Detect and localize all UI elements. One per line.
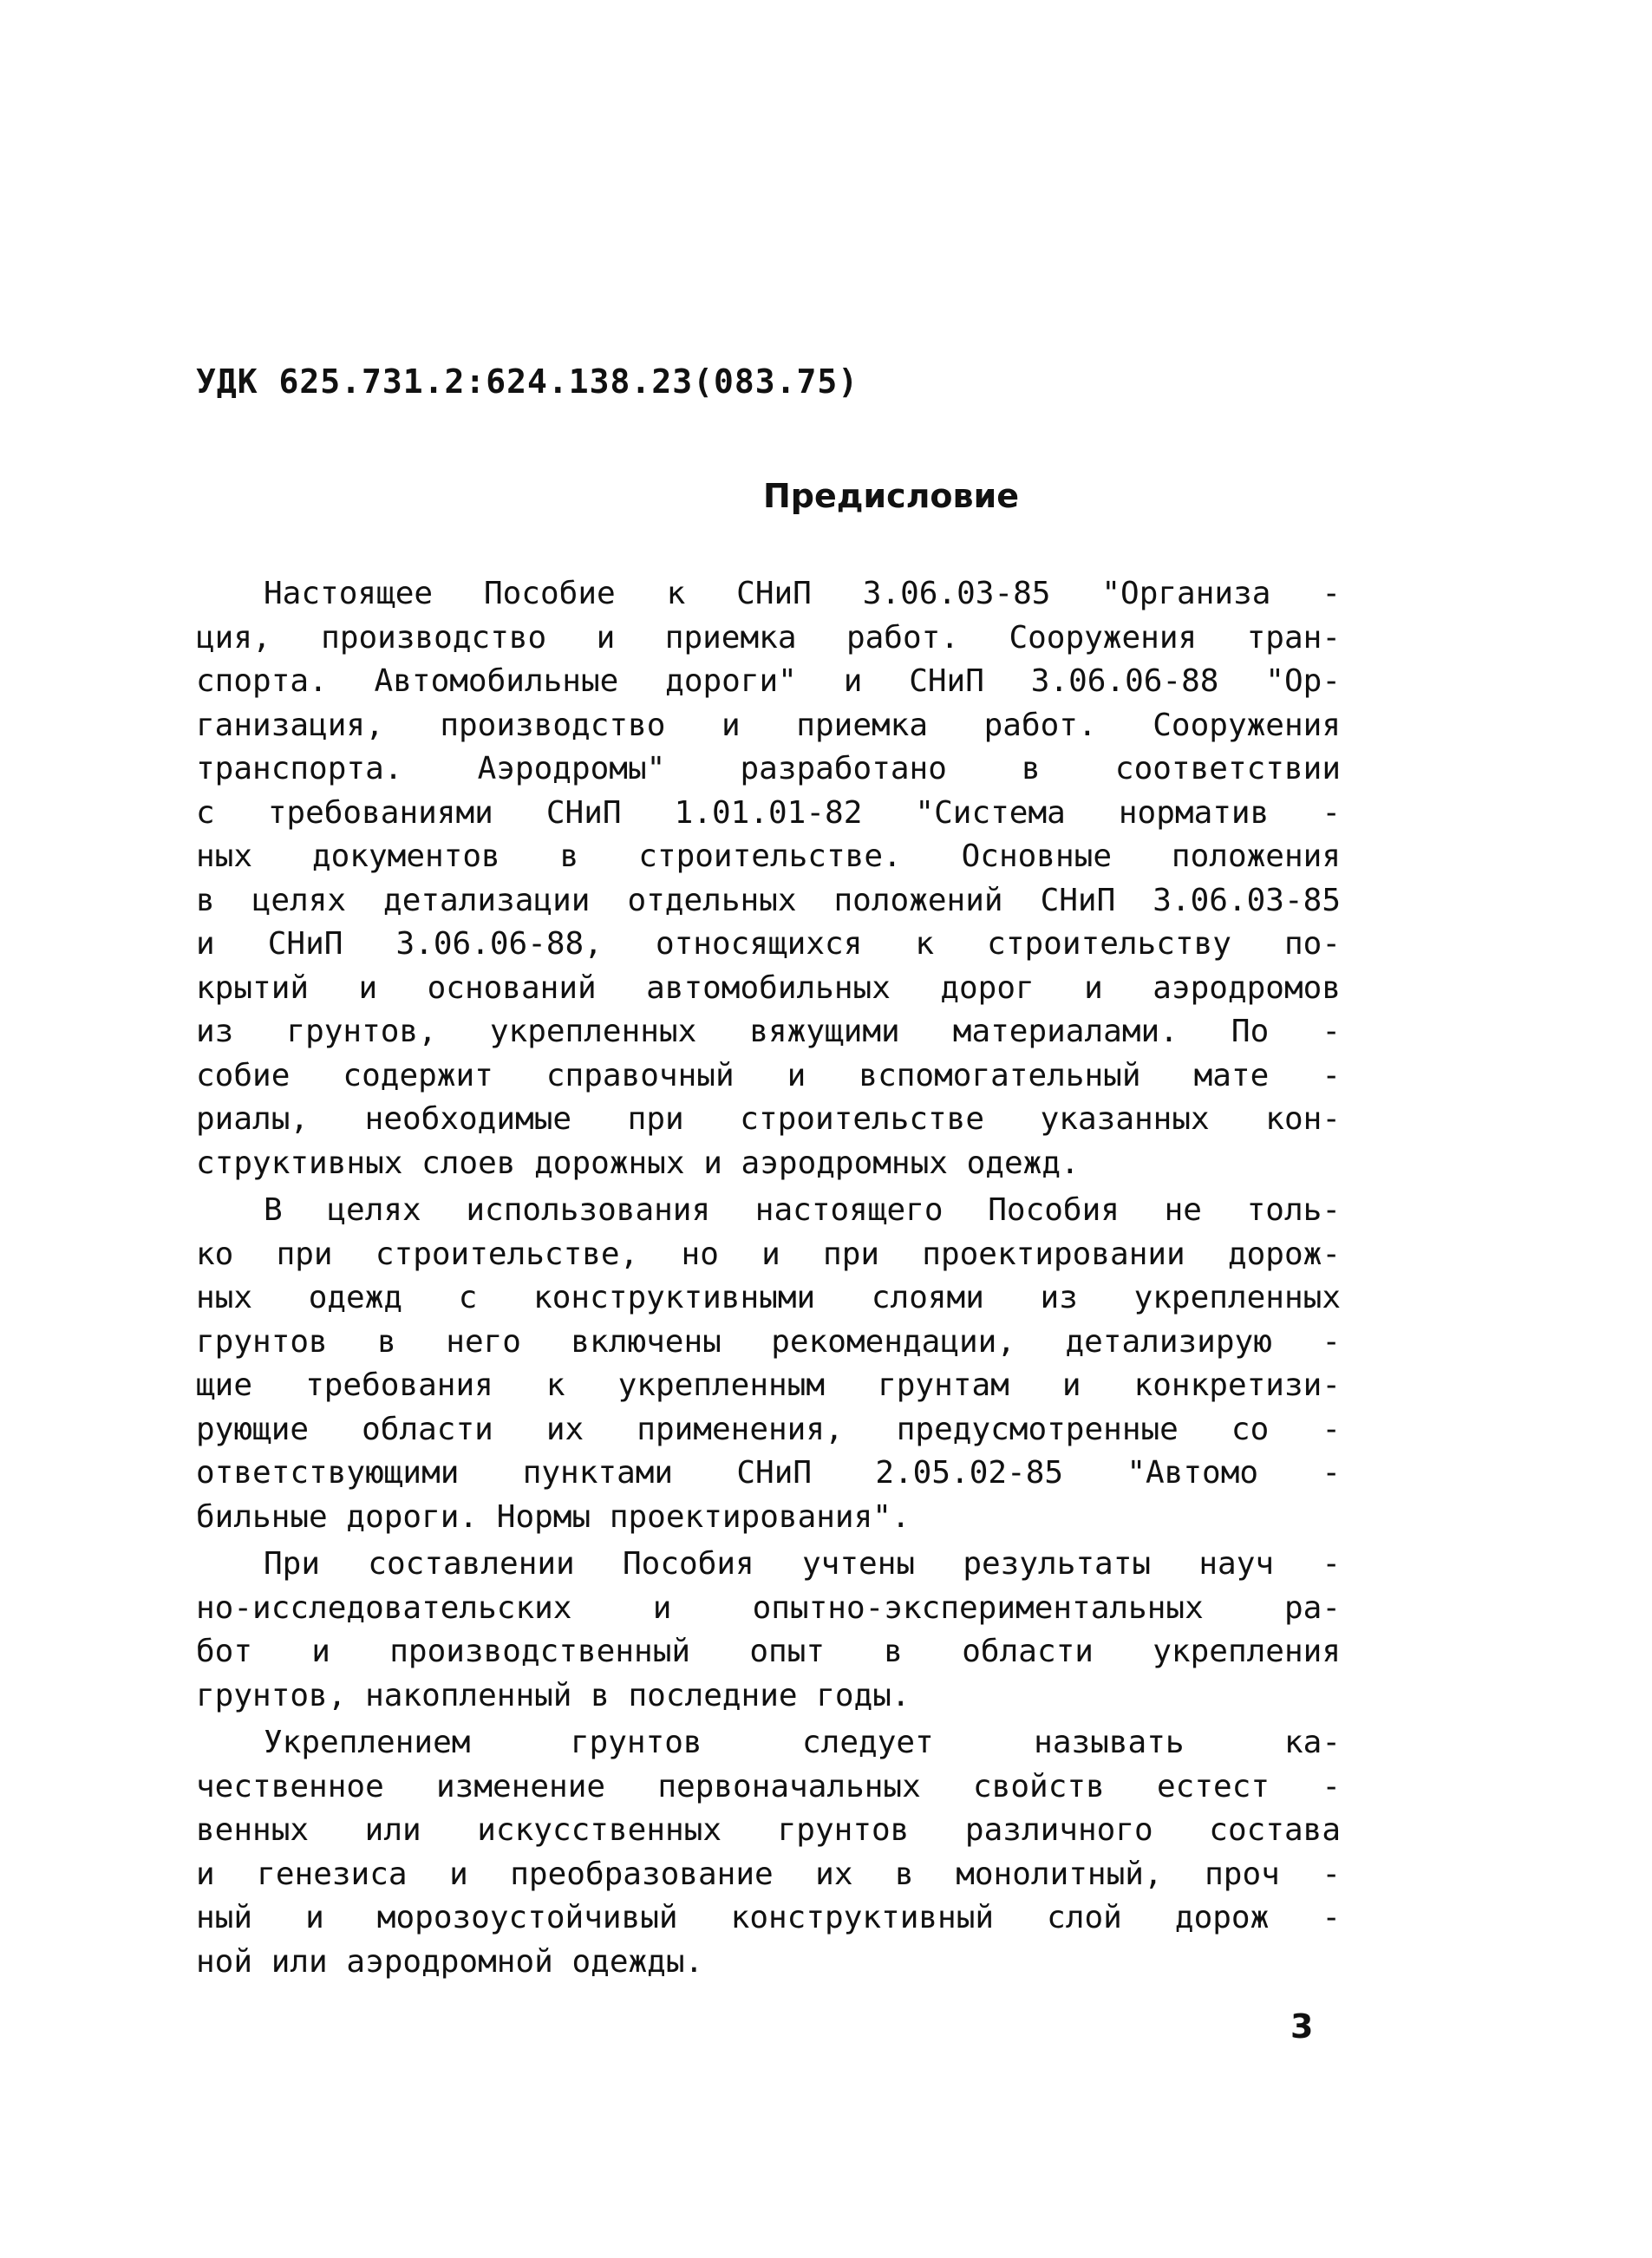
text-line: с требованиями СНиП 1.01.01-82 "Система норматив - [196, 794, 1341, 831]
text-line: Укреплением грунтов следует называть ка- [264, 1725, 1341, 1760]
page-title [0, 477, 1652, 515]
text-line: крытий и оснований автомобильных дорог и аэродромов [196, 969, 1341, 1006]
text-line: грунтов в него включены рекомендации, детализирую - [196, 1323, 1341, 1360]
text-line: Настоящее Пособие к СНиП 3.06.03-85 "Организа - [264, 576, 1341, 611]
page-number: 3 [1290, 2007, 1314, 2046]
text-line: собие содержит справочный и вспомогательный мате - [196, 1057, 1341, 1093]
text-line: и генезиса и преобразование их в монолитный, проч - [196, 1856, 1341, 1892]
text-line: щие требования к укрепленным грунтам и конкретизи- [196, 1367, 1341, 1403]
text-line: из грунтов, укрепленных вяжущими материалами. По - [196, 1014, 1341, 1049]
text-line: транспорта. Аэродромы" разработано в соответствии [196, 751, 1341, 786]
heading-text: Предисловие [762, 477, 1019, 515]
text-line: рующие области их применения, предусмотренные со - [196, 1411, 1341, 1447]
text-line: венных или искусственных грунтов различного состава [196, 1812, 1341, 1848]
text-line: бильные дороги. Нормы проектирования". [196, 1498, 911, 1535]
text-line: ной или аэродромной одежды. [196, 1943, 704, 1980]
paragraph-2 [196, 1189, 1341, 1539]
text-line: ных одежд с конструктивными слоями из укрепленных [196, 1280, 1341, 1315]
text-line: в целях детализации отдельных положений СНиП 3.06.03-85 [196, 882, 1341, 918]
udk-code: УДК 625.731.2:624.138.23(083.75) [196, 362, 859, 401]
paragraph-1 [196, 572, 1341, 1185]
text-line: риалы, необходимые при строительстве указанных кон- [196, 1101, 1341, 1137]
text-line: В целях использования настоящего Пособия не толь- [264, 1192, 1341, 1228]
paragraph-4 [196, 1721, 1341, 1984]
text-line: и СНиП 3.06.06-88, относящихся к строительству по- [196, 926, 1341, 962]
paragraph-3 [196, 1543, 1341, 1718]
text-line: бот и производственный опыт в области укрепления [196, 1634, 1341, 1669]
text-line: При составлении Пособия учтены результаты науч - [264, 1546, 1341, 1582]
text-line: структивных слоев дорожных и аэродромных одежд. [196, 1145, 1080, 1181]
text-line: чественное изменение первоначальных свойств естест - [196, 1768, 1341, 1804]
text-line: ный и морозоустойчивый конструктивный слой дорож - [196, 1900, 1341, 1935]
text-line: ответствующими пунктами СНиП 2.05.02-85 "Автомо - [196, 1455, 1341, 1491]
text-line: ко при строительстве, но и при проектировании дорож- [196, 1236, 1341, 1272]
text-line: но-исследовательских и опытно-экспериментальных ра- [196, 1589, 1341, 1626]
body-text [196, 572, 1341, 1987]
text-line: спорта. Автомобильные дороги" и СНиП 3.06.06-88 "Ор- [196, 663, 1341, 699]
text-line: ция, производство и приемка работ. Сооружения тран- [196, 619, 1341, 656]
text-line: ганизация, производство и приемка работ. Сооружения [196, 707, 1341, 743]
text-line: грунтов, накопленный в последние годы. [196, 1677, 911, 1713]
text-line: ных документов в строительстве. Основные положения [196, 839, 1341, 874]
